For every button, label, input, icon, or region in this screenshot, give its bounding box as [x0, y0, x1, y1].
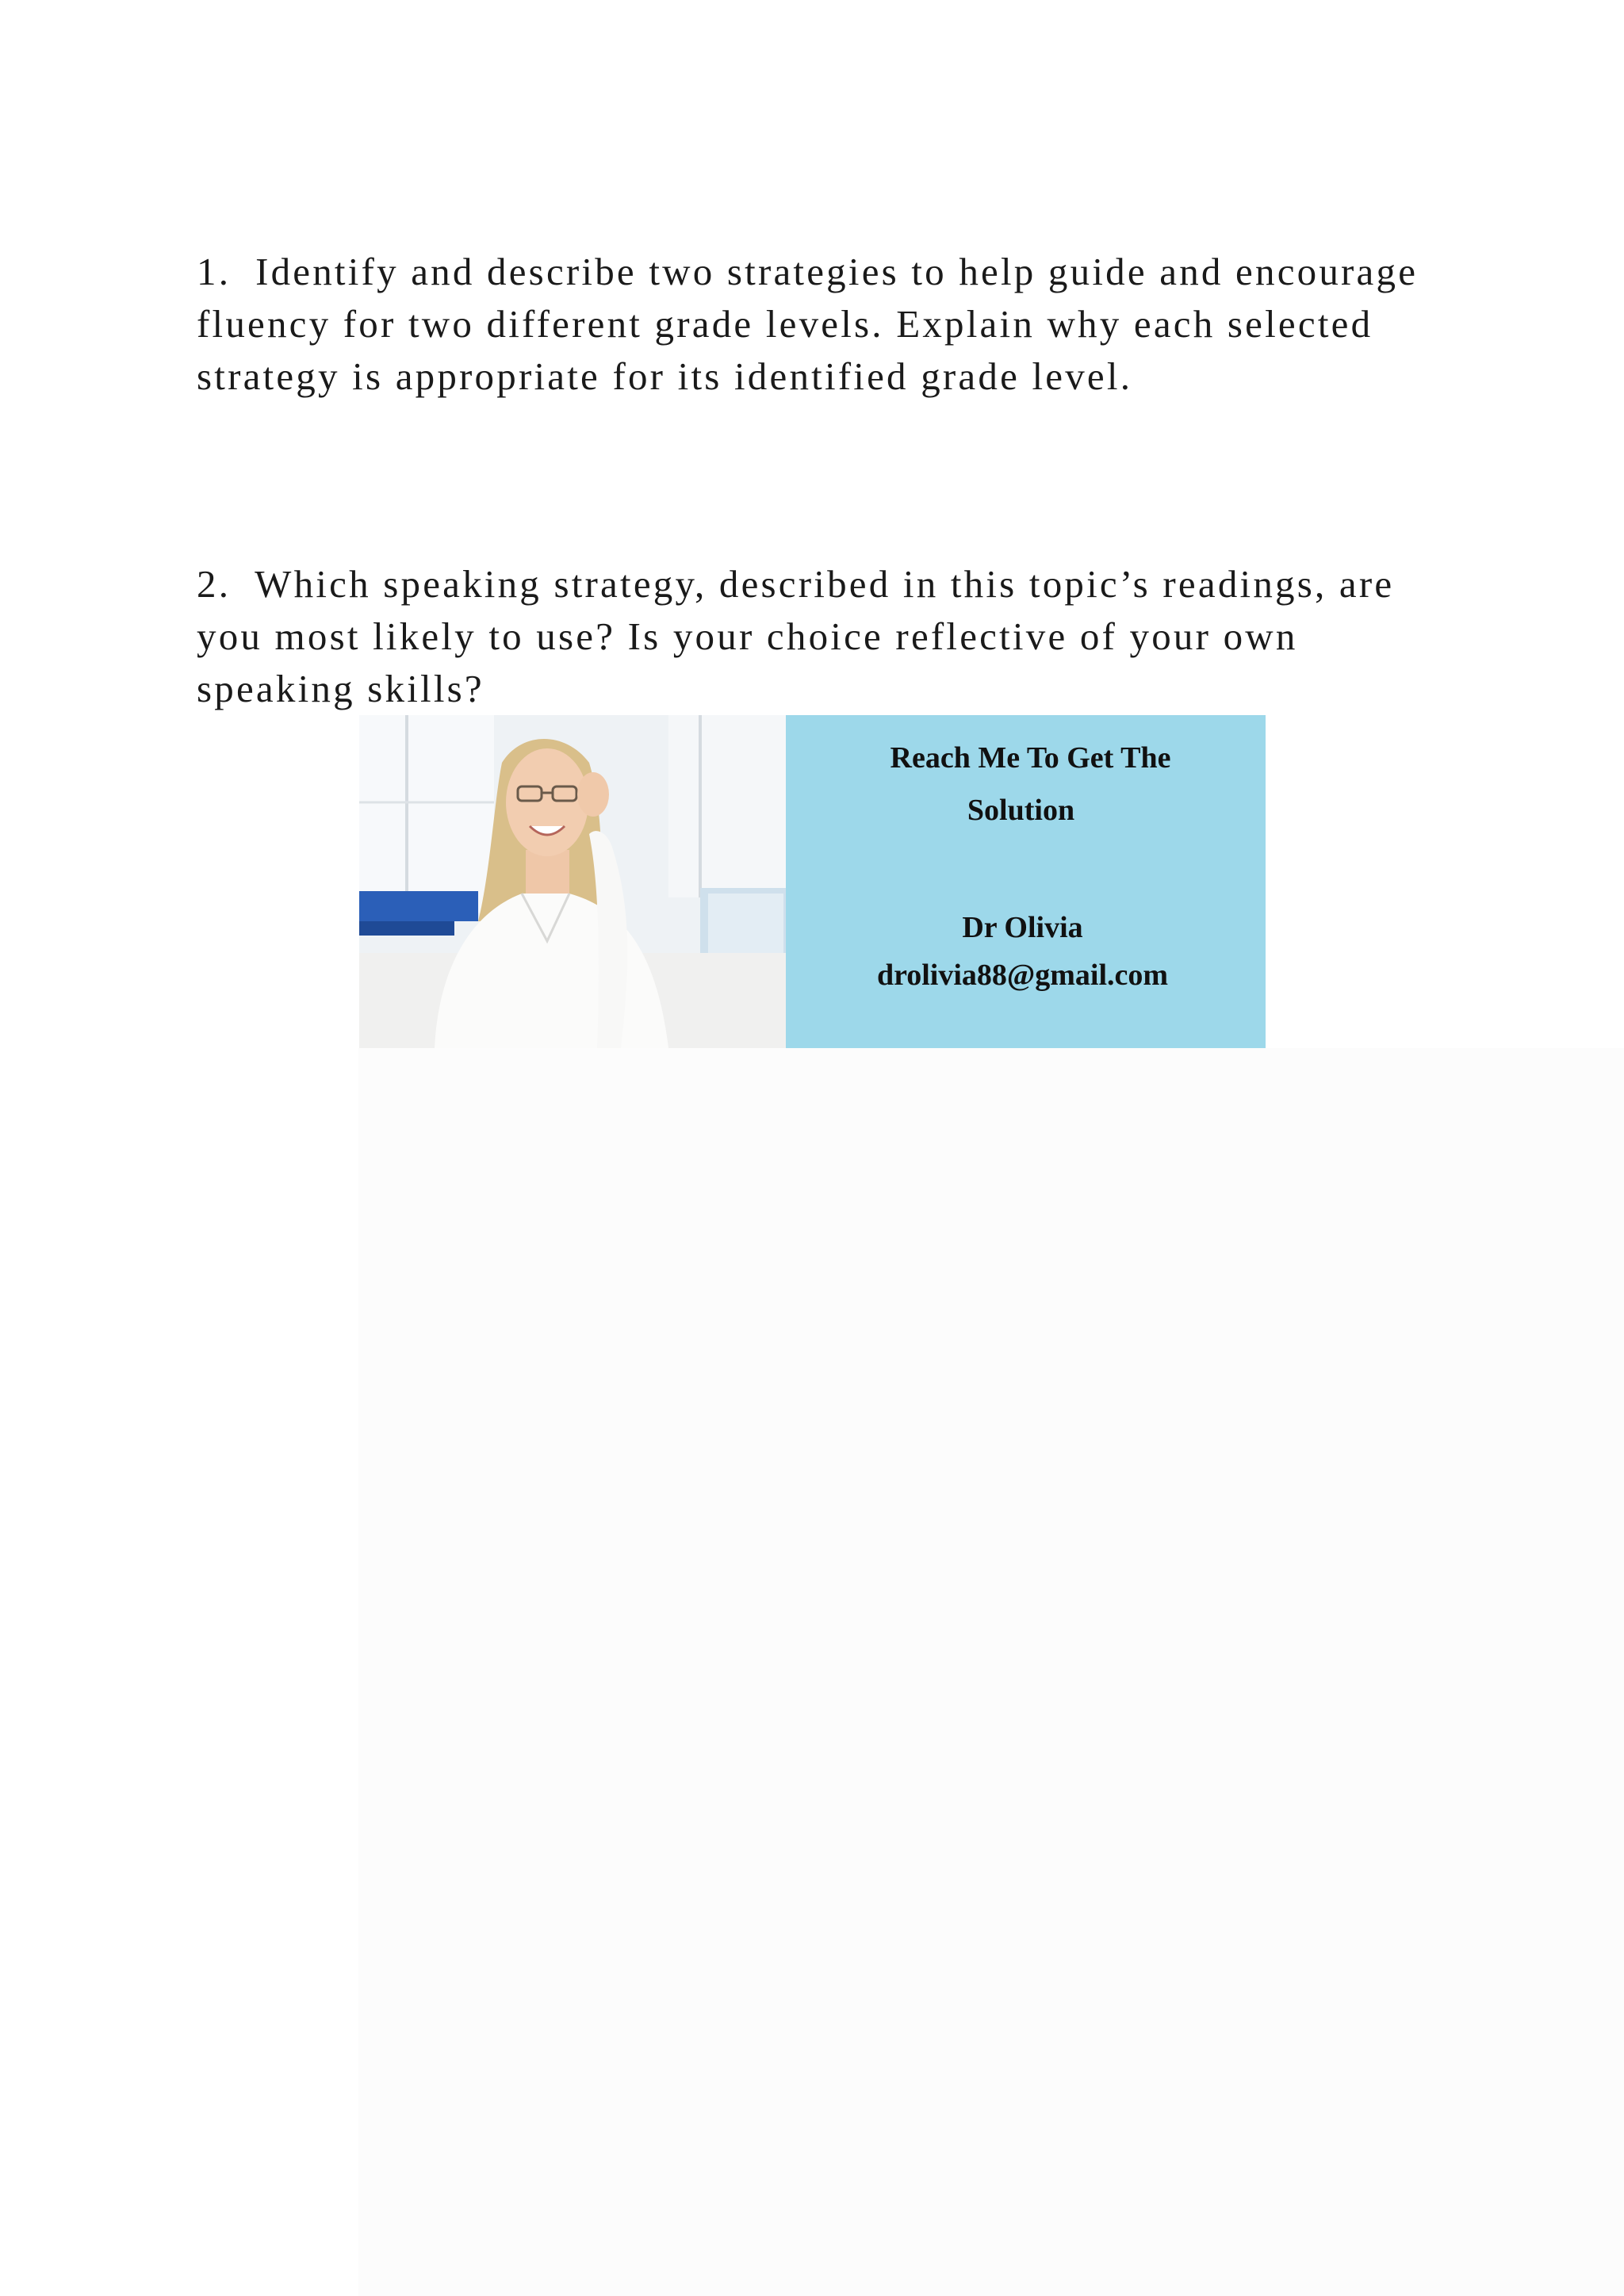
contact-name: Dr Olivia — [962, 911, 1083, 944]
woman-portrait-image — [359, 715, 786, 1048]
contact-banner — [359, 715, 1266, 1048]
question-2-text: Which speaking strategy, described in this topic’s readings, are you most likely to use? Is your choice reflective of your own speaking skills? — [197, 562, 1395, 710]
page-background-shade — [358, 1048, 1624, 2296]
question-1-number: 1. — [197, 250, 232, 293]
portrait-illustration — [359, 715, 786, 1048]
question-1 — [197, 246, 1434, 403]
contact-email: drolivia88@gmail.com — [876, 959, 1169, 992]
question-2-number: 2. — [197, 562, 232, 606]
question-2 — [197, 558, 1434, 715]
contact-card — [786, 715, 1266, 1048]
cta-line-1: Reach Me To Get The — [890, 741, 1171, 775]
cta-line-2: Solution — [967, 794, 1075, 827]
question-1-text: Identify and describe two strategies to help guide and encourage fluency for two different grade levels. Explain why each selected strategy is appropriate for its identified grade level. — [197, 250, 1419, 398]
